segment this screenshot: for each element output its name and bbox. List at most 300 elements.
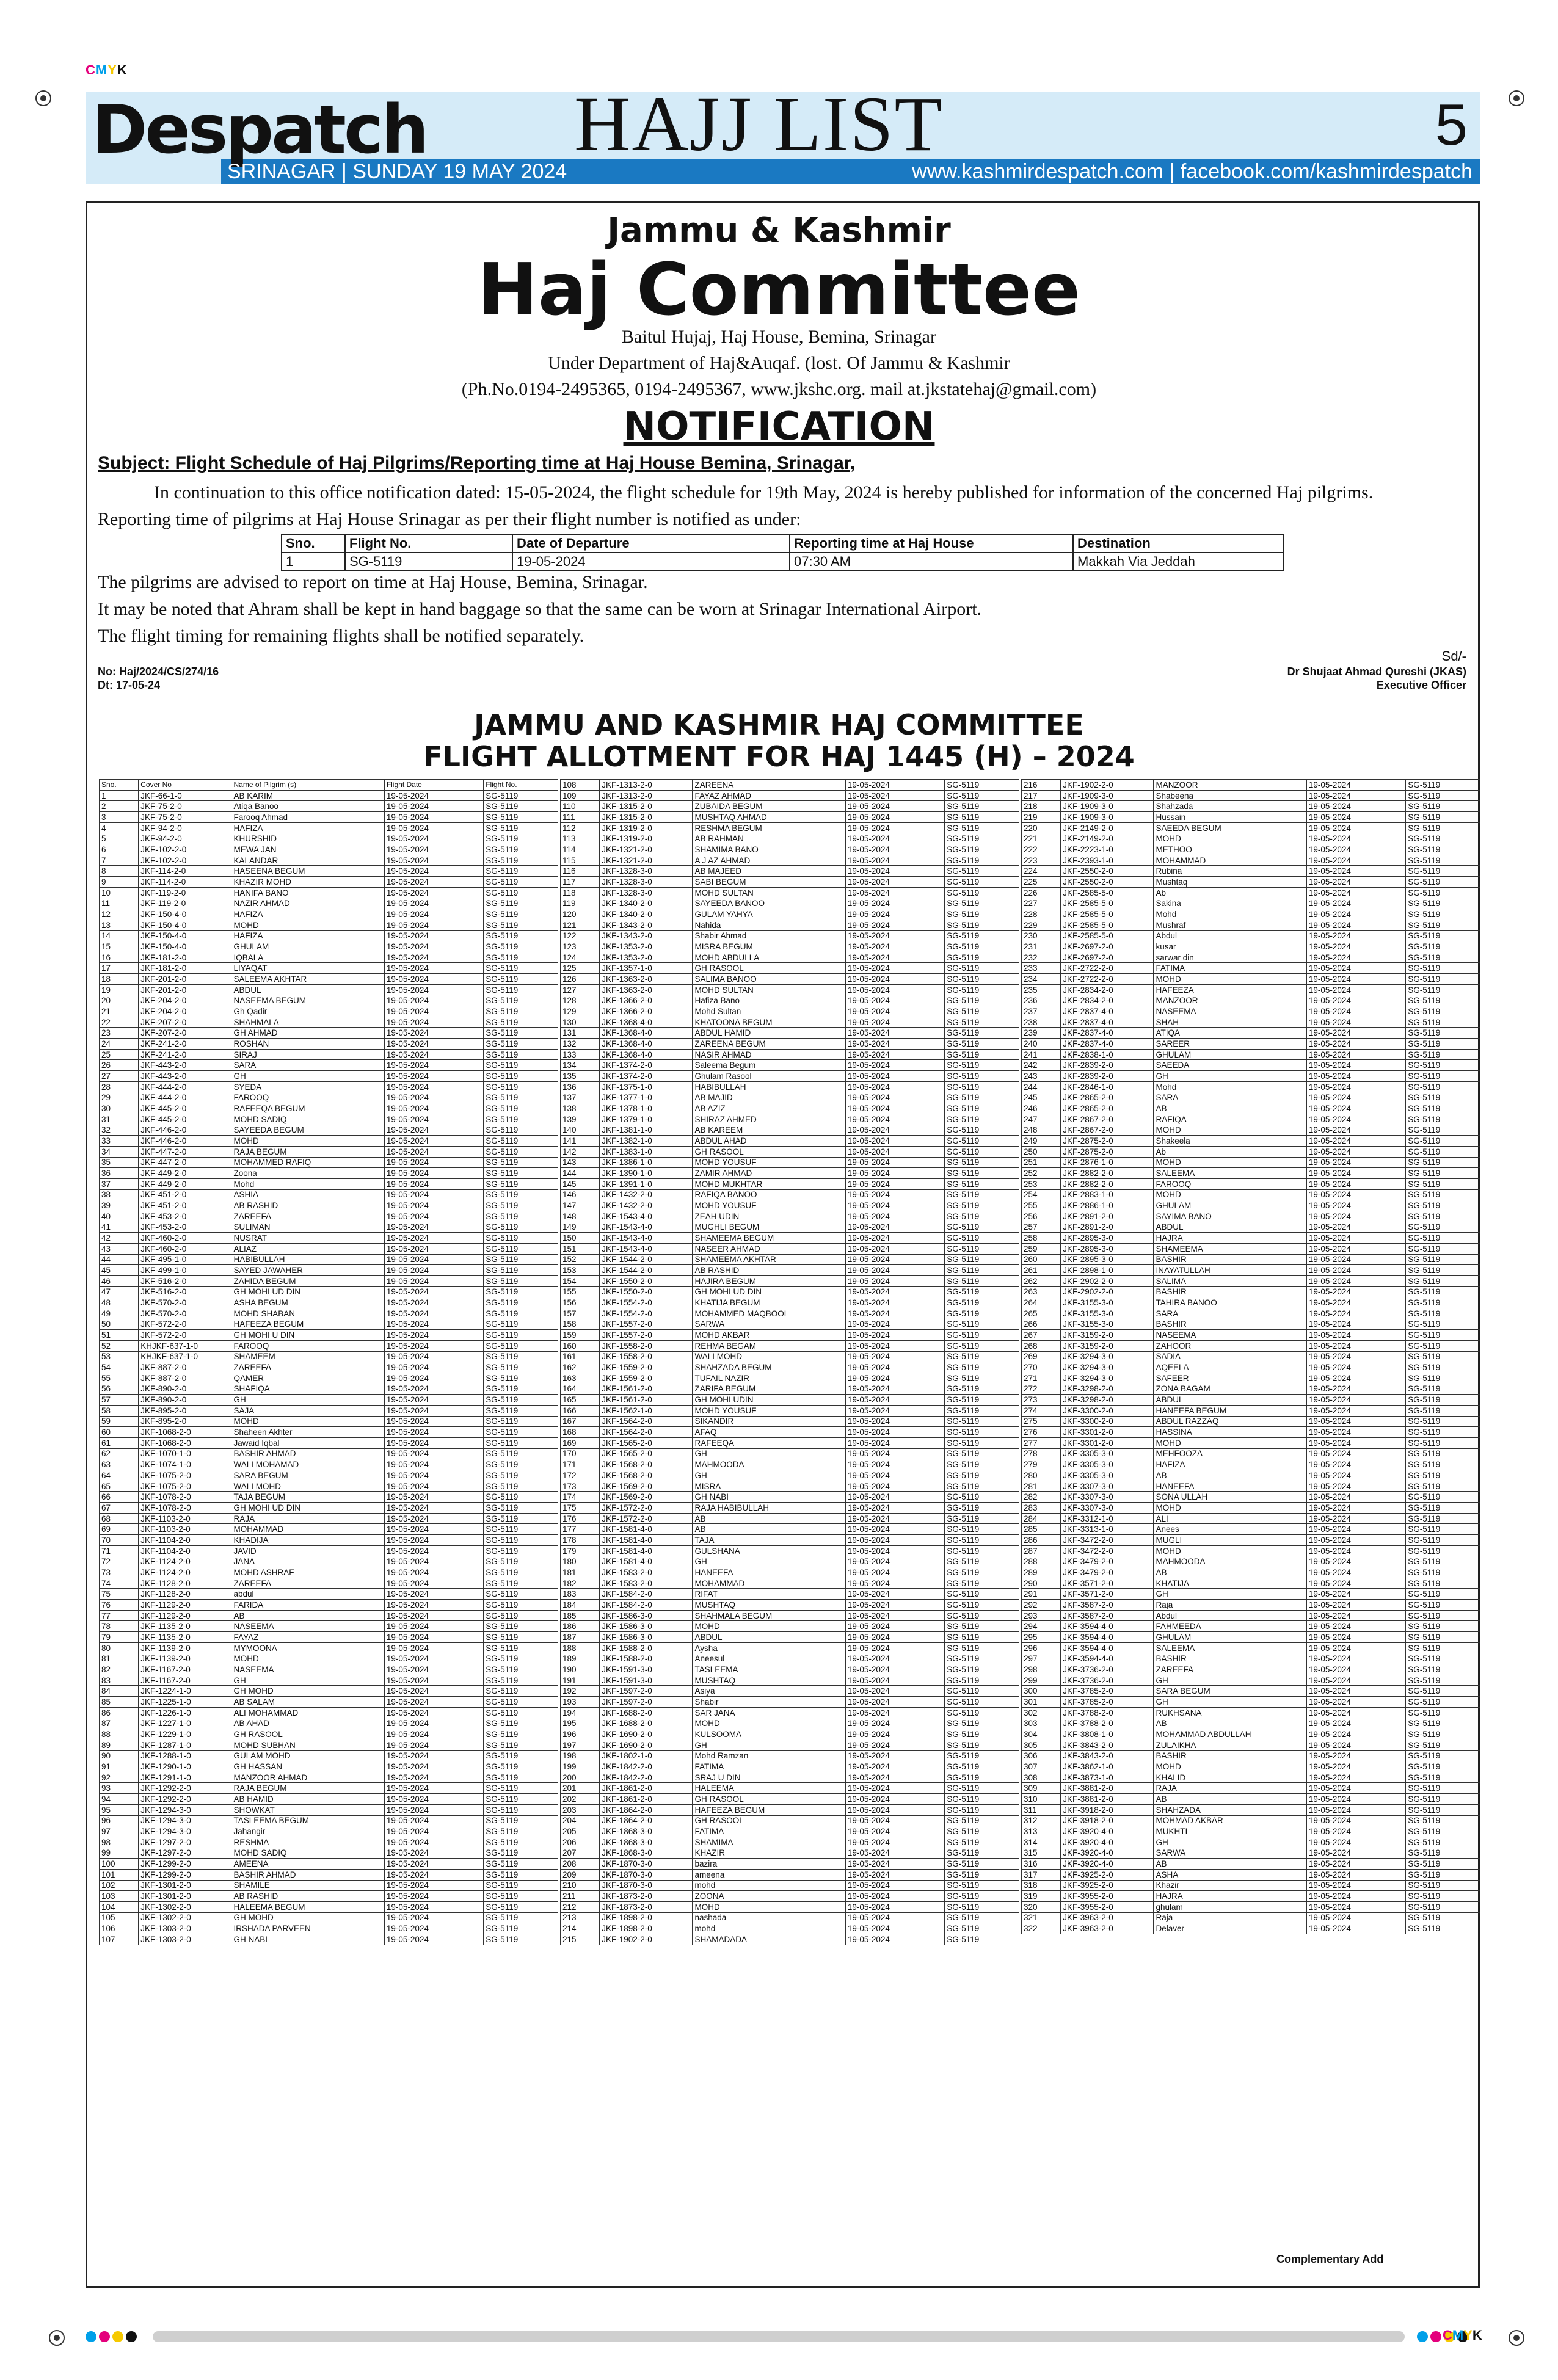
table-cell: JKF-446-2-0: [139, 1125, 231, 1136]
table-cell: NASIR AHMAD: [693, 1049, 845, 1060]
table-row: [1022, 790, 1480, 801]
table-cell: ATIQA: [1154, 1028, 1306, 1039]
table-cell: WALI MOHD: [693, 1351, 845, 1362]
table-row: [100, 1125, 558, 1136]
table-row: [561, 1610, 1019, 1621]
table-cell: JKF-2722-2-0: [1061, 963, 1154, 974]
table-cell: SYEDA: [231, 1081, 384, 1092]
table-cell: SG-5119: [1406, 1081, 1480, 1092]
table-cell: 19-05-2024: [845, 1275, 944, 1286]
table-cell: 19-05-2024: [845, 1707, 944, 1718]
table-row: [561, 1470, 1019, 1481]
table-cell: JKF-1898-2-0: [600, 1923, 693, 1934]
table-cell: Nahida: [693, 920, 845, 931]
table-row: [561, 1157, 1019, 1168]
table-cell: 19-05-2024: [1306, 1039, 1405, 1050]
table-cell: JKF-3925-2-0: [1061, 1869, 1154, 1880]
table-cell: Aysha: [693, 1642, 845, 1653]
table-cell: ZAREEFA: [231, 1578, 384, 1589]
color-dot-icon: [1430, 2331, 1441, 2342]
table-cell: SALEEMA: [1154, 1168, 1306, 1179]
table-cell: 19-05-2024: [1306, 898, 1405, 909]
table-cell: MEWA JAN: [231, 844, 384, 855]
table-cell: 103: [100, 1891, 139, 1902]
table-cell: 268: [1022, 1340, 1061, 1351]
table-cell: JKF-1294-3-0: [139, 1804, 231, 1815]
table-cell: HAFIZA: [231, 822, 384, 833]
schedule-cell: Makkah Via Jeddah: [1073, 553, 1283, 571]
table-row: [1022, 1275, 1480, 1286]
table-cell: JKF-119-2-0: [139, 898, 231, 909]
table-cell: SG-5119: [484, 1589, 558, 1600]
table-cell: JKF-201-2-0: [139, 984, 231, 995]
table-cell: JKF-1391-1-0: [600, 1178, 693, 1189]
table-cell: JKF-3955-2-0: [1061, 1901, 1154, 1912]
table-cell: 19-05-2024: [384, 1308, 483, 1319]
table-row: [1022, 1729, 1480, 1740]
table-row: [1022, 1146, 1480, 1157]
table-row: [561, 952, 1019, 963]
table-cell: SG-5119: [945, 1869, 1019, 1880]
table-cell: SG-5119: [484, 1600, 558, 1611]
table-cell: ZAMIR AHMAD: [693, 1168, 845, 1179]
table-cell: 207: [561, 1848, 600, 1859]
table-cell: RESHMA BEGUM: [693, 822, 845, 833]
table-row: [561, 1729, 1019, 1740]
table-cell: GH: [1154, 1071, 1306, 1082]
table-cell: 206: [561, 1837, 600, 1848]
table-cell: AB: [1154, 1103, 1306, 1114]
table-cell: 19-05-2024: [384, 855, 483, 866]
table-cell: 260: [1022, 1254, 1061, 1265]
table-cell: Mohd Ramzan: [693, 1751, 845, 1761]
table-cell: JKF-1315-2-0: [600, 812, 693, 823]
table-cell: 19-05-2024: [384, 1286, 483, 1297]
table-cell: 19-05-2024: [1306, 1772, 1405, 1783]
table-cell: JKF-1292-2-0: [139, 1794, 231, 1805]
table-cell: 128: [561, 995, 600, 1006]
table-cell: 19-05-2024: [1306, 1880, 1405, 1891]
table-cell: JKF-1581-4-0: [600, 1535, 693, 1546]
table-cell: 96: [100, 1815, 139, 1826]
table-cell: 4: [100, 822, 139, 833]
table-row: [100, 1416, 558, 1427]
table-cell: JKF-1432-2-0: [600, 1200, 693, 1211]
table-row: [561, 1146, 1019, 1157]
table-cell: SG-5119: [484, 1157, 558, 1168]
table-cell: SG-5119: [1406, 822, 1480, 833]
table-row: [561, 963, 1019, 974]
table-cell: 143: [561, 1157, 600, 1168]
table-row: [561, 1848, 1019, 1859]
table-cell: 19-05-2024: [1306, 1804, 1405, 1815]
table-cell: SONA ULLAH: [1154, 1492, 1306, 1503]
table-cell: JKF-1432-2-0: [600, 1189, 693, 1200]
table-row: [100, 1556, 558, 1567]
table-row: [561, 1416, 1019, 1427]
table-cell: 224: [1022, 866, 1061, 877]
table-cell: 19-05-2024: [1306, 1610, 1405, 1621]
table-cell: JKF-1557-2-0: [600, 1319, 693, 1330]
table-cell: JKF-3307-3-0: [1061, 1503, 1154, 1514]
table-cell: JKF-1301-2-0: [139, 1880, 231, 1891]
table-cell: SG-5119: [484, 984, 558, 995]
table-cell: 19-05-2024: [384, 1815, 483, 1826]
table-cell: SG-5119: [945, 1729, 1019, 1740]
table-row: [1022, 1114, 1480, 1125]
table-cell: SHIRAZ AHMED: [693, 1114, 845, 1125]
table-cell: 242: [1022, 1060, 1061, 1071]
table-row: [561, 1621, 1019, 1632]
table-row: [561, 866, 1019, 877]
address-line: (Ph.No.0194-2495365, 0194-2495367, www.jkshc.org. mail at.jkstatehaj@gmail.com): [461, 379, 1097, 399]
table-cell: 19-05-2024: [845, 1729, 944, 1740]
table-cell: GH MOHI UD DIN: [693, 1286, 845, 1297]
table-cell: JKF-201-2-0: [139, 974, 231, 985]
table-cell: SG-5119: [484, 1740, 558, 1751]
table-cell: 184: [561, 1600, 600, 1611]
table-cell: GH: [231, 1395, 384, 1406]
table-cell: SG-5119: [945, 1859, 1019, 1870]
table-cell: FATIMA: [693, 1826, 845, 1837]
table-cell: SHAFIQA: [231, 1384, 384, 1395]
table-row: [561, 1912, 1019, 1923]
table-cell: 19-05-2024: [384, 984, 483, 995]
allotment-title: JAMMU AND KASHMIR HAJ COMMITTEE: [474, 708, 1084, 741]
table-cell: AB: [1154, 1567, 1306, 1578]
table-cell: SG-5119: [945, 887, 1019, 898]
table-cell: AB AZIZ: [693, 1103, 845, 1114]
table-cell: MOHD: [1154, 1503, 1306, 1514]
table-cell: 153: [561, 1265, 600, 1276]
table-row: [1022, 1092, 1480, 1103]
table-cell: IRSHADA PARVEEN: [231, 1923, 384, 1934]
table-cell: 19-05-2024: [384, 1459, 483, 1470]
table-cell: Jahangir: [231, 1826, 384, 1837]
table-cell: 19-05-2024: [845, 1416, 944, 1427]
table-cell: 22: [100, 1017, 139, 1028]
table-cell: 19-05-2024: [1306, 1125, 1405, 1136]
table-cell: 19-05-2024: [384, 1373, 483, 1384]
table-cell: 300: [1022, 1686, 1061, 1697]
table-cell: GHULAM: [1154, 1049, 1306, 1060]
table-cell: 19-05-2024: [845, 1211, 944, 1222]
table-cell: SG-5119: [484, 1330, 558, 1341]
table-cell: 91: [100, 1761, 139, 1772]
notification-paragraph: In continuation to this office notification dated: 15-05-2024, the flight schedule for 19th May, 2024 is hereby published for information of the concerned Haj pilgrims.: [154, 482, 1374, 502]
table-cell: 19-05-2024: [845, 1470, 944, 1481]
table-cell: JKF-3300-2-0: [1061, 1405, 1154, 1416]
table-cell: 19-05-2024: [384, 877, 483, 888]
table-cell: BASHIR: [1154, 1653, 1306, 1664]
table-cell: 19-05-2024: [1306, 1901, 1405, 1912]
table-cell: SG-5119: [945, 1384, 1019, 1395]
table-cell: SG-5119: [1406, 1740, 1480, 1751]
table-cell: JKF-2882-2-0: [1061, 1168, 1154, 1179]
table-cell: JKF-94-2-0: [139, 833, 231, 844]
table-cell: SALIMA: [1154, 1275, 1306, 1286]
table-cell: Anees: [1154, 1524, 1306, 1535]
table-cell: 19-05-2024: [384, 952, 483, 963]
table-cell: 19-05-2024: [384, 1114, 483, 1125]
table-row: [100, 1362, 558, 1373]
table-cell: JKF-1870-3-0: [600, 1869, 693, 1880]
table-cell: 19-05-2024: [1306, 1060, 1405, 1071]
table-cell: 291: [1022, 1589, 1061, 1600]
table-cell: JKF-2697-2-0: [1061, 941, 1154, 952]
table-cell: SIKANDIR: [693, 1416, 845, 1427]
table-cell: 275: [1022, 1416, 1061, 1427]
table-cell: 19-05-2024: [845, 1286, 944, 1297]
table-cell: SG-5119: [1406, 1028, 1480, 1039]
table-row: [100, 1384, 558, 1395]
table-cell: SG-5119: [484, 1664, 558, 1675]
table-cell: SG-5119: [484, 812, 558, 823]
table-cell: NUSRAT: [231, 1233, 384, 1244]
table-cell: 19-05-2024: [384, 844, 483, 855]
table-row: [561, 1815, 1019, 1826]
table-cell: 19-05-2024: [384, 1157, 483, 1168]
table-row: [1022, 920, 1480, 931]
table-cell: SRAJ U DIN: [693, 1772, 845, 1783]
table-row: [1022, 1524, 1480, 1535]
table-cell: 19-05-2024: [384, 1535, 483, 1546]
table-cell: 19-05-2024: [1306, 790, 1405, 801]
table-cell: 222: [1022, 844, 1061, 855]
table-row: [100, 790, 558, 801]
table-cell: SG-5119: [1406, 1427, 1480, 1438]
table-row: [100, 1610, 558, 1621]
table-row: [1022, 1621, 1480, 1632]
table-cell: 19-05-2024: [384, 1740, 483, 1751]
table-cell: SAFEER: [1154, 1373, 1306, 1384]
table-cell: NASEEMA: [231, 1621, 384, 1632]
table-cell: JKF-3881-2-0: [1061, 1783, 1154, 1794]
table-cell: 19-05-2024: [1306, 833, 1405, 844]
table-cell: SG-5119: [484, 1254, 558, 1265]
table-cell: 316: [1022, 1859, 1061, 1870]
table-cell: JKF-570-2-0: [139, 1297, 231, 1308]
table-row: [100, 1848, 558, 1859]
table-cell: SG-5119: [945, 1178, 1019, 1189]
table-cell: Khazir: [1154, 1880, 1306, 1891]
table-cell: GH: [231, 1675, 384, 1686]
table-row: [1022, 1416, 1480, 1427]
table-cell: JKF-1377-1-0: [600, 1092, 693, 1103]
table-cell: 19-05-2024: [384, 1503, 483, 1514]
table-row: [100, 1233, 558, 1244]
table-cell: GH: [693, 1448, 845, 1459]
table-cell: SG-5119: [484, 931, 558, 941]
table-row: [561, 1427, 1019, 1438]
table-cell: 19-05-2024: [845, 1761, 944, 1772]
table-cell: SG-5119: [1406, 941, 1480, 952]
table-cell: SG-5119: [945, 1060, 1019, 1071]
table-cell: 229: [1022, 920, 1061, 931]
table-cell: 108: [561, 780, 600, 791]
table-cell: 170: [561, 1448, 600, 1459]
table-cell: RAFEEQA BEGUM: [231, 1103, 384, 1114]
table-cell: 279: [1022, 1459, 1061, 1470]
table-row: [561, 887, 1019, 898]
table-cell: MOHD: [693, 1718, 845, 1729]
table-cell: RAJA BEGUM: [231, 1146, 384, 1157]
table-row: [100, 995, 558, 1006]
table-cell: SG-5119: [945, 1492, 1019, 1503]
table-cell: 59: [100, 1416, 139, 1427]
table-cell: 19-05-2024: [1306, 1448, 1405, 1459]
table-cell: SG-5119: [945, 909, 1019, 920]
table-cell: JKF-1581-4-0: [600, 1545, 693, 1556]
table-cell: JKF-1554-2-0: [600, 1308, 693, 1319]
table-cell: 277: [1022, 1437, 1061, 1448]
table-cell: 286: [1022, 1535, 1061, 1546]
table-row: [561, 1578, 1019, 1589]
table-row: [561, 1092, 1019, 1103]
table-cell: JKF-2149-2-0: [1061, 822, 1154, 833]
table-cell: MISRA BEGUM: [693, 941, 845, 952]
table-cell: JKF-3925-2-0: [1061, 1880, 1154, 1891]
table-cell: JKF-2585-5-0: [1061, 920, 1154, 931]
table-cell: AB KARIM: [231, 790, 384, 801]
table-cell: 44: [100, 1254, 139, 1265]
table-row: [561, 1211, 1019, 1222]
table-cell: 245: [1022, 1092, 1061, 1103]
table-cell: FAYAZ: [231, 1632, 384, 1643]
table-cell: SG-5119: [1406, 1039, 1480, 1050]
table-cell: JKF-3920-4-0: [1061, 1837, 1154, 1848]
table-cell: SG-5119: [484, 909, 558, 920]
table-cell: ALI MOHAMMAD: [231, 1707, 384, 1718]
table-cell: ABDUL RAZZAQ: [1154, 1416, 1306, 1427]
table-cell: SAEEDA BEGUM: [1154, 822, 1306, 833]
table-cell: 19-05-2024: [1306, 1330, 1405, 1341]
table-cell: 19-05-2024: [845, 887, 944, 898]
table-row: [561, 1437, 1019, 1448]
table-cell: 102: [100, 1880, 139, 1891]
table-cell: 19-05-2024: [845, 995, 944, 1006]
table-cell: Delaver: [1154, 1923, 1306, 1934]
table-cell: SG-5119: [945, 790, 1019, 801]
table-row: [1022, 1071, 1480, 1082]
table-cell: 98: [100, 1837, 139, 1848]
table-cell: 19-05-2024: [845, 790, 944, 801]
table-cell: 19-05-2024: [845, 1125, 944, 1136]
table-cell: JKF-75-2-0: [139, 812, 231, 823]
table-cell: 21: [100, 1006, 139, 1017]
table-cell: JKF-2585-5-0: [1061, 887, 1154, 898]
table-cell: SARA BEGUM: [1154, 1686, 1306, 1697]
table-row: [561, 1642, 1019, 1653]
table-cell: 76: [100, 1600, 139, 1611]
table-cell: 19-05-2024: [1306, 1923, 1405, 1934]
table-row: [561, 1039, 1019, 1050]
table-cell: AFAQ: [693, 1427, 845, 1438]
table-cell: GH MOHI UD DIN: [231, 1503, 384, 1514]
table-cell: JKF-2865-2-0: [1061, 1092, 1154, 1103]
table-row: [1022, 1470, 1480, 1481]
table-cell: 8: [100, 866, 139, 877]
table-cell: JKF-1299-2-0: [139, 1869, 231, 1880]
table-cell: SG-5119: [1406, 1362, 1480, 1373]
table-cell: 19-05-2024: [384, 1901, 483, 1912]
table-row: [561, 812, 1019, 823]
table-row: [1022, 1653, 1480, 1664]
table-cell: 159: [561, 1330, 600, 1341]
table-cell: 166: [561, 1405, 600, 1416]
table-row: [1022, 1405, 1480, 1416]
table-cell: KHATIJA BEGUM: [693, 1297, 845, 1308]
table-cell: 125: [561, 963, 600, 974]
table-cell: SALIMA BANOO: [693, 974, 845, 985]
table-cell: SG-5119: [1406, 1340, 1480, 1351]
table-cell: JKF-1375-1-0: [600, 1081, 693, 1092]
table-cell: 278: [1022, 1448, 1061, 1459]
table-cell: abdul: [231, 1589, 384, 1600]
table-cell: SG-5119: [1406, 1373, 1480, 1384]
table-cell: JKF-1861-2-0: [600, 1794, 693, 1805]
table-cell: 215: [561, 1934, 600, 1945]
table-cell: 19-05-2024: [845, 1880, 944, 1891]
table-cell: 299: [1022, 1675, 1061, 1686]
table-cell: JKF-1868-3-0: [600, 1826, 693, 1837]
table-cell: SG-5119: [945, 1783, 1019, 1794]
table-cell: JKF-3736-2-0: [1061, 1675, 1154, 1686]
table-cell: 19-05-2024: [845, 780, 944, 791]
table-cell: SG-5119: [484, 1459, 558, 1470]
table-cell: 19-05-2024: [384, 1697, 483, 1708]
allotment-table-2: [560, 779, 1019, 1945]
table-row: [100, 1578, 558, 1589]
table-cell: 74: [100, 1578, 139, 1589]
table-cell: JKF-1688-2-0: [600, 1718, 693, 1729]
table-cell: Shahzada: [1154, 801, 1306, 812]
table-row: [561, 1751, 1019, 1761]
table-cell: MOHD: [693, 1621, 845, 1632]
schedule-header: Reporting time at Haj House: [790, 534, 1073, 553]
table-cell: 20: [100, 995, 139, 1006]
table-row: [100, 1815, 558, 1826]
table-cell: 34: [100, 1146, 139, 1157]
table-cell: 19-05-2024: [384, 1869, 483, 1880]
table-cell: MOHD ABDULLA: [693, 952, 845, 963]
table-cell: JKF-1290-1-0: [139, 1761, 231, 1772]
table-cell: JKF-1301-2-0: [139, 1891, 231, 1902]
table-cell: 19-05-2024: [845, 822, 944, 833]
table-cell: 270: [1022, 1362, 1061, 1373]
table-cell: HAFIZA: [1154, 1459, 1306, 1470]
table-row: [1022, 1718, 1480, 1729]
table-row: [1022, 1923, 1480, 1934]
table-cell: JKF-451-2-0: [139, 1200, 231, 1211]
table-cell: GH: [693, 1470, 845, 1481]
table-cell: 163: [561, 1373, 600, 1384]
table-cell: JKF-1544-2-0: [600, 1254, 693, 1265]
table-cell: 19-05-2024: [1306, 1761, 1405, 1772]
table-cell: 19-05-2024: [384, 887, 483, 898]
table-cell: ABDUL: [1154, 1395, 1306, 1406]
table-cell: 19-05-2024: [384, 898, 483, 909]
table-cell: ZOONA: [693, 1891, 845, 1902]
table-cell: HASEENA BEGUM: [231, 866, 384, 877]
table-row: [100, 1481, 558, 1492]
table-cell: 191: [561, 1675, 600, 1686]
table-cell: JKF-2393-1-0: [1061, 855, 1154, 866]
table-row: [1022, 801, 1480, 812]
table-cell: 16: [100, 952, 139, 963]
table-cell: SG-5119: [945, 1826, 1019, 1837]
table-cell: SG-5119: [945, 1664, 1019, 1675]
